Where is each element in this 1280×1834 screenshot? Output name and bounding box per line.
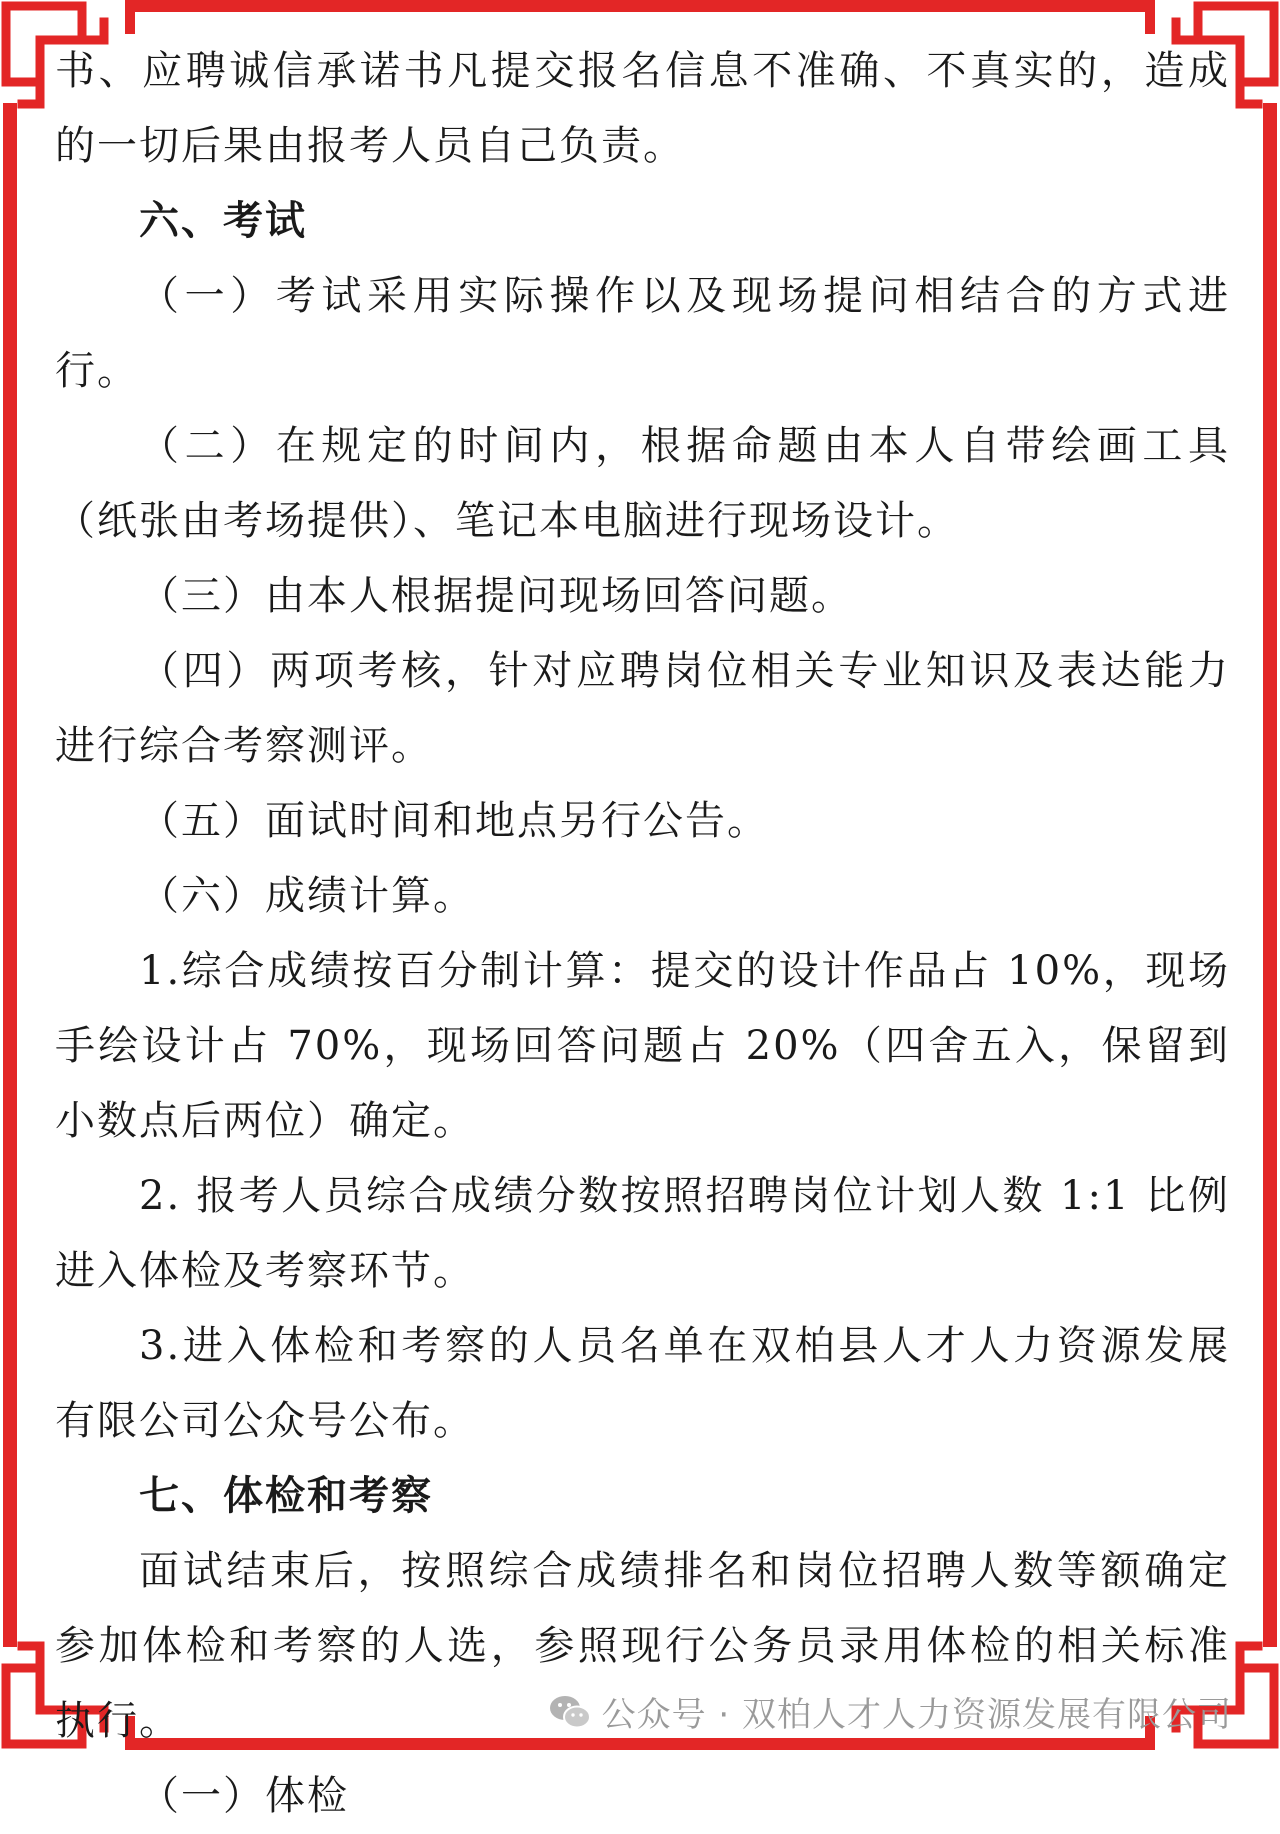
paragraph-score-rule-2: 2. 报考人员综合成绩分数按照招聘岗位计划人数 1:1 比例进入体检及考察环节。 (55, 1173, 1230, 1294)
paragraph-exam-design: （二）在规定的时间内，根据命题由本人自带绘画工具（纸张由考场提供）、笔记本电脑进行现场设计。 (55, 423, 1230, 544)
wechat-watermark (548, 1687, 1232, 1736)
document-body (55, 34, 1230, 1834)
wechat-icon (548, 1693, 592, 1731)
paragraph-exam-questions: （三）由本人根据提问现场回答问题。 (139, 573, 853, 619)
paragraph-exam-assessment: （四）两项考核，针对应聘岗位相关专业知识及表达能力进行综合考察测评。 (55, 648, 1230, 769)
section-heading-physical-exam: 七、体检和考察 (139, 1473, 433, 1519)
paragraph-score-heading: （六）成绩计算。 (139, 873, 475, 919)
section-heading-exam: 六、考试 (139, 198, 307, 244)
paragraph-score-rule-3: 3.进入体检和考察的人员名单在双柏县人才人力资源发展有限公司公众号公布。 (55, 1323, 1230, 1444)
paragraph-exam-method: （一）考试采用实际操作以及现场提问相结合的方式进行。 (55, 273, 1230, 394)
watermark-text: 公众号 · 双柏人才人力资源发展有限公司 (601, 1695, 1232, 1735)
paragraph-submission-note: 书、应聘诚信承诺书凡提交报名信息不准确、不真实的，造成的一切后果由报考人员自己负责。 (55, 48, 1230, 169)
paragraph-score-rule-1: 1.综合成绩按百分制计算：提交的设计作品占 10%，现场手绘设计占 70%，现场回答问题占 20%（四舍五入，保留到小数点后两位）确定。 (55, 948, 1230, 1144)
paragraph-physical-exam-heading: （一）体检 (139, 1773, 349, 1819)
paragraph-physical-exam-rule: 面试结束后，按照综合成绩排名和岗位招聘人数等额确定参加体检和考察的人选，参照现行公务员录用体检的相关标准执行。 (55, 1548, 1230, 1744)
paragraph-exam-schedule: （五）面试时间和地点另行公告。 (139, 798, 769, 844)
